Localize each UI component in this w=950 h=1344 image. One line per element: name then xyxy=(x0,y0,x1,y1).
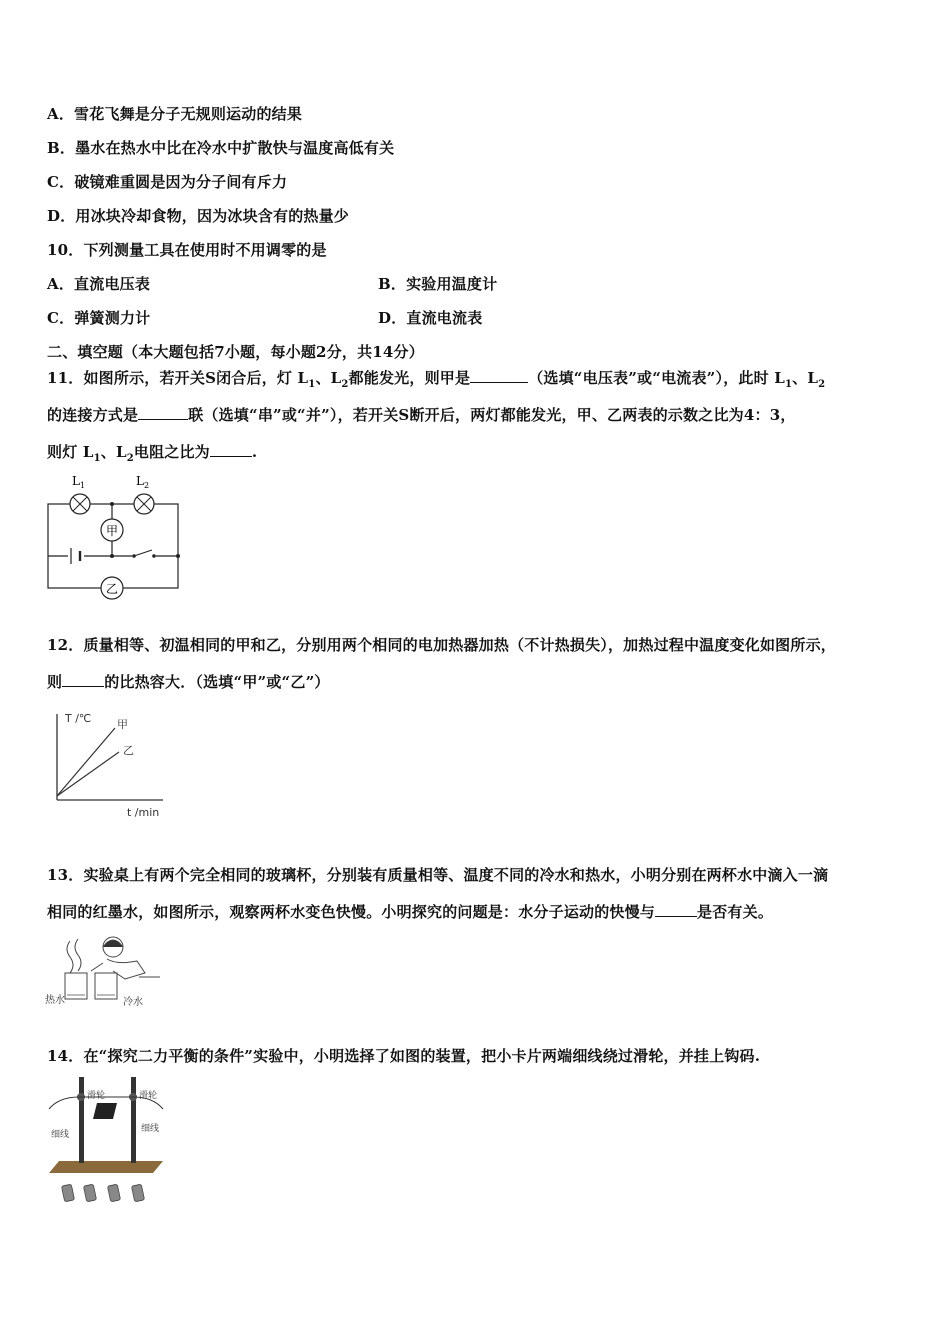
card-icon xyxy=(93,1103,117,1119)
answer-blank[interactable] xyxy=(138,407,188,420)
yi-label: 乙 xyxy=(123,744,134,757)
answer-blank[interactable] xyxy=(210,444,252,457)
q14-line-1: 14．在“探究二力平衡的条件”实验中，小明选择了如图的装置，把小卡片两端细线绕过滑轮，并挂上钩码. xyxy=(47,1047,761,1065)
cold-water-label: 冷水 xyxy=(123,997,143,1008)
q11-line-1: 11．如图所示，若开关S闭合后，灯 $L_1$、$L_2$都能发光，则甲是 （选填“电压表”或“电流表”），此时 $L_1$、$L_2$ xyxy=(47,369,826,390)
answer-blank[interactable] xyxy=(655,904,697,917)
q9-option-a: A．雪花飞舞是分子无规则运动的结果 xyxy=(47,105,303,123)
q10-option-a: A．直流电压表 xyxy=(47,275,151,293)
q11-line-2: 的连接方式是 联（选填“串”或“并”），若开关S断开后，两灯都能发光，甲、乙两表的示数之比为4：3， xyxy=(47,406,796,424)
jia-label: 甲 xyxy=(117,718,128,731)
hot-water-label: 热水 xyxy=(45,995,65,1006)
string-label-right: 细线 xyxy=(141,1124,160,1134)
line-yi xyxy=(57,752,119,796)
pulley-label-left: 滑轮 xyxy=(87,1091,106,1101)
ink-experiment-figure xyxy=(45,933,175,1013)
q11-line-3: 则灯 $L_1$、$L_2$电阻之比为 . xyxy=(47,443,258,464)
string-label-left: 细线 xyxy=(51,1130,70,1140)
q13-line-1: 13．实验桌上有两个完全相同的玻璃杯，分别装有质量相等、温度不同的冷水和热水，小明分别在两杯水中滴入一滴 xyxy=(47,866,829,884)
lamp-2-label: $L_2$ xyxy=(136,474,150,490)
lamp-2-icon xyxy=(134,494,154,514)
y-axis-label: T /℃ xyxy=(65,712,92,725)
base-board xyxy=(49,1161,163,1173)
pulley-label-right: 滑轮 xyxy=(139,1091,158,1101)
lamp-1-icon xyxy=(70,494,90,514)
left-pole xyxy=(79,1077,84,1163)
steam-icon xyxy=(67,941,73,973)
lamp-1-label: $L_1$ xyxy=(72,474,86,490)
answer-blank[interactable] xyxy=(470,370,528,383)
q12-line-1: 12．质量相等、初温相同的甲和乙，分别用两个相同的电加热器加热（不计热损失），加热过程中温度变化如图所示， xyxy=(47,636,836,654)
answer-blank[interactable] xyxy=(62,674,104,687)
q10-option-c: C．弹簧测力计 xyxy=(47,309,151,327)
hook-weights-icon xyxy=(61,1184,144,1202)
balance-apparatus-figure xyxy=(45,1073,170,1208)
q12-line-2: 则 的比热容大．（选填“甲”或“乙”） xyxy=(47,673,330,691)
q9-option-c: C．破镜难重圆是因为分子间有斥力 xyxy=(47,173,288,191)
q9-option-b: B．墨水在热水中比在冷水中扩散快与温度高低有关 xyxy=(47,139,395,157)
q9-option-d: D．用冰块冷却食物，因为冰块含有的热量少 xyxy=(47,207,350,225)
q10-stem: 10．下列测量工具在使用时不用调零的是 xyxy=(47,241,327,259)
meter-jia-label: 甲 xyxy=(105,524,119,538)
circuit-diagram xyxy=(40,470,190,600)
q10-option-b: B．实验用温度计 xyxy=(378,275,498,293)
q10-option-d: D．直流电流表 xyxy=(378,309,483,327)
boy-body-icon xyxy=(107,959,145,979)
right-pole xyxy=(131,1077,136,1163)
temperature-graph xyxy=(45,708,175,823)
meter-yi-label: 乙 xyxy=(105,582,119,596)
q13-line-2: 相同的红墨水，如图所示，观察两杯水变色快慢。小明探究的问题是：水分子运动的快慢与 是否有关。 xyxy=(47,903,774,921)
section-title: 二、填空题（本大题包括7小题，每小题2分，共14分） xyxy=(47,343,424,361)
x-axis-label: t /min xyxy=(127,806,160,819)
line-jia xyxy=(57,728,115,796)
